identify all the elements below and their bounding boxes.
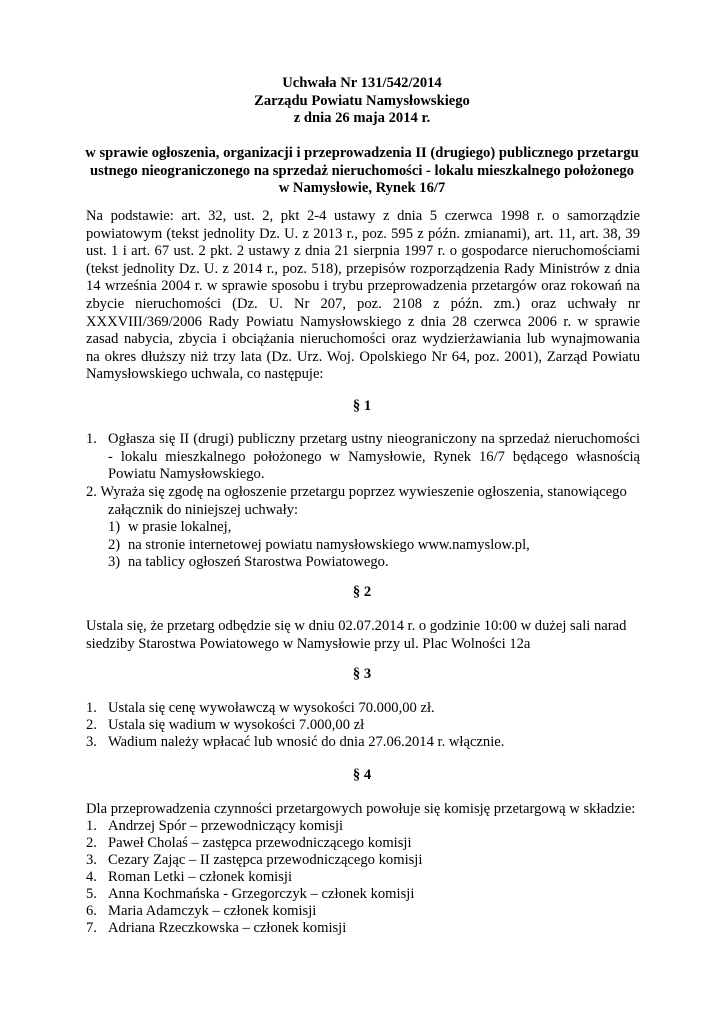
section-3-item (86, 700, 646, 718)
item-text: Ustala się wadium w wysokości 7.000,00 zł (108, 717, 365, 733)
item-text: Cezary Zając – II zastępca przewodniczącego komisji (108, 852, 423, 868)
committee-member (86, 818, 646, 836)
item-line: 2. Wyraża się zgodę na ogłoszenie przetargu poprzez wywieszenie ogłoszenia, stanowiącego (86, 484, 627, 500)
item-line: Powiatu Namysłowskiego. (108, 466, 265, 483)
item-number: 6. (86, 903, 97, 919)
item-text: Ustala się cenę wywoławczą w wysokości 70.000,00 zł. (108, 700, 435, 716)
resolution-subject (70, 145, 654, 198)
item-number: 5. (86, 886, 97, 902)
item-text: Anna Kochmańska - Grzegorczyk – członek komisji (108, 886, 415, 902)
preamble-line: zasad nabycia, zbycia i obciążania nieruchomości oraz wydzierżawiania lub wynajmowania (86, 331, 640, 348)
committee-member (86, 920, 646, 938)
preamble-line: na okres dłuższy niż trzy lata (Dz. Urz. Woj. Opolskiego Nr 64, poz. 2001), Zarząd Powiatu (86, 348, 640, 365)
item-line: załącznik do niniejszej uchwały: (108, 501, 299, 518)
item-number: 4. (86, 869, 97, 885)
section-2-text (86, 618, 646, 653)
item-number: 3. (86, 852, 97, 868)
item-text: na stronie internetowej powiatu namysłowskiego www.namyslow.pl, (128, 537, 530, 553)
preamble-line: Namysłowskiego uchwala, co następuje: (86, 366, 324, 383)
item-number: 1. (86, 700, 97, 716)
publication-item (108, 537, 628, 555)
item-number: 2) (108, 537, 121, 553)
item-number: 2. (86, 835, 97, 851)
item-number: 1. (86, 431, 97, 447)
preamble-line: powiatowym (tekst jednolity Dz. U. z 2013 r., poz. 595 z późn. zmianami), art. 11, art. 38, 39 (86, 225, 640, 242)
preamble-line: ust. 1 i art. 67 ust. 2 pkt. 2 ustawy z dnia 21 sierpnia 1997 r. o gospodarce nieruchomościami (86, 243, 640, 260)
section-1-heading: § 1 (352, 398, 372, 414)
committee-member (86, 886, 646, 904)
resolution-date: z dnia 26 maja 2014 r. (293, 110, 431, 127)
preamble (86, 208, 640, 384)
committee-member (86, 903, 646, 921)
paragraph-line: siedziby Starostwa Powiatowego w Namysłowie przy ul. Plac Wolności 12a (86, 635, 531, 652)
section-4-intro: Dla przeprowadzenia czynności przetargowych powołuje się komisję przetargową w składzie: (86, 801, 636, 817)
item-number: 1. (86, 818, 97, 834)
item-number: 3. (86, 734, 97, 750)
item-text: Andrzej Spór – przewodniczący komisji (108, 818, 344, 834)
committee-member (86, 835, 646, 853)
paragraph-line: Ustala się, że przetarg odbędzie się w dniu 02.07.2014 r. o godzinie 10:00 w dużej sali narad (86, 618, 627, 634)
section-4-heading: § 4 (352, 767, 372, 783)
item-text: w prasie lokalnej, (128, 519, 232, 535)
preamble-line: 14 września 2004 r. w sprawie sposobu i trybu przeprowadzenia przetargów oraz rokowań na (86, 278, 640, 295)
section-3-item (86, 717, 646, 735)
committee-member (86, 852, 646, 870)
publication-item (108, 554, 628, 572)
item-number: 7. (86, 920, 97, 936)
item-text: na tablicy ogłoszeń Starostwa Powiatowego. (128, 554, 389, 570)
section-1-item-2 (86, 484, 646, 519)
resolution-number: Uchwała Nr 131/542/2014 (282, 75, 442, 91)
issuing-body: Zarządu Powiatu Namysłowskiego (254, 92, 470, 109)
section-2-heading: § 2 (352, 584, 372, 600)
section-3-item (86, 734, 646, 752)
item-text: Paweł Cholaś – zastępca przewodniczącego komisji (108, 835, 412, 851)
item-line: Ogłasza się II (drugi) publiczny przetarg ustny nieograniczony na sprzedaż nieruchomości (108, 431, 640, 447)
preamble-line: (tekst jednolity Dz. U. z 2014 r., poz. 518), przepisów rozporządzenia Rady Ministrów z dnia (86, 260, 640, 277)
resolution-header (70, 75, 654, 128)
subject-line: ustnego nieograniczonego na sprzedaż nieruchomości - lokalu mieszkalnego położonego (89, 162, 634, 179)
preamble-line: XXXVIII/369/2006 Rady Powiatu Namysłowskiego z dnia 28 czerwca 2006 r. w sprawie (86, 313, 640, 330)
item-number: 1) (108, 519, 121, 535)
subject-line: w Namysłowie, Rynek 16/7 (278, 180, 446, 197)
item-text: Maria Adamczyk – członek komisji (108, 903, 317, 919)
section-1-item-1 (86, 431, 646, 485)
item-number: 2. (86, 717, 97, 733)
item-line: - lokalu mieszkalnego położonego w Namysłowie, Rynek 16/7 będącego własnością (108, 448, 640, 465)
preamble-line: zbycie nieruchomości (Dz. U. Nr 207, poz. 2108 z późn. zm.) oraz uchwały nr (86, 295, 640, 312)
section-3-heading: § 3 (352, 666, 372, 682)
subject-line: w sprawie ogłoszenia, organizacji i przeprowadzenia II (drugiego) publicznego przetargu (85, 145, 639, 161)
item-text: Roman Letki – członek komisji (108, 869, 293, 885)
item-text: Adriana Rzeczkowska – członek komisji (108, 920, 347, 936)
item-text: Wadium należy wpłacać lub wnosić do dnia 27.06.2014 r. włącznie. (108, 734, 505, 750)
publication-item (108, 519, 628, 537)
preamble-line: Na podstawie: art. 32, ust. 2, pkt 2-4 ustawy z dnia 5 czerwca 1998 r. o samorządzie (86, 208, 640, 224)
item-number: 3) (108, 554, 121, 570)
committee-member (86, 869, 646, 887)
